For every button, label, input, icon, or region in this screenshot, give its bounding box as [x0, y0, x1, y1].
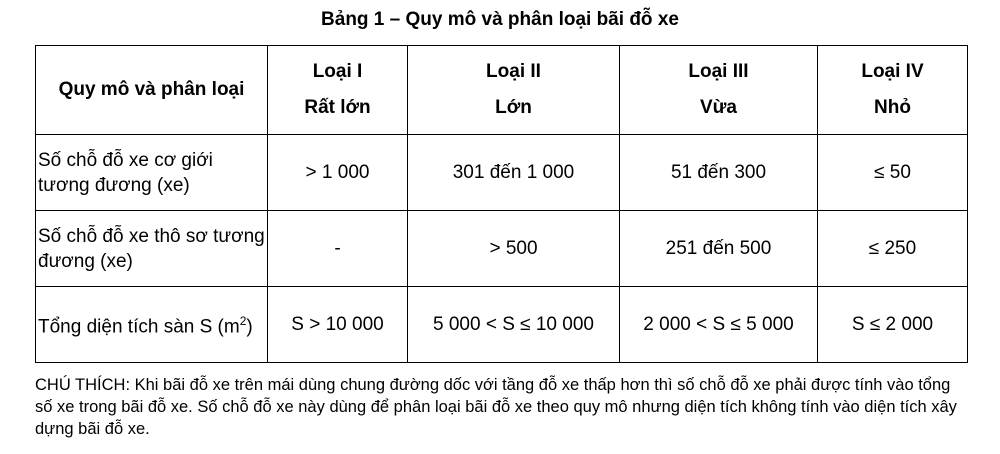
header-type-4: [818, 46, 968, 135]
table-cell: 251 đến 500: [620, 211, 818, 287]
header-type-1-size: Rất lớn: [304, 97, 371, 118]
header-type-2-size: Lớn: [495, 97, 532, 118]
table-cell: 301 đến 1 000: [408, 135, 620, 211]
table-row: [36, 211, 968, 287]
floor-area-label-close: ): [246, 316, 253, 338]
header-type-4-name: Loại IV: [861, 61, 924, 82]
header-type-3: [620, 46, 818, 135]
header-type-1-name: Loại I: [312, 61, 363, 82]
table-cell: ≤ 50: [818, 135, 968, 211]
table-row: [36, 135, 968, 211]
table-note: CHÚ THÍCH: Khi bãi đỗ xe trên mái dùng chung đường dốc với tầng đỗ xe thấp hơn thì số chỗ đỗ xe phải được tính vào tổng số xe trong bãi đỗ xe. Số chỗ đỗ xe này dùng để phân loại bãi đỗ xe theo quy mô nhưng diện tích không tính vào diện tích xây dựng bãi đỗ xe.: [35, 376, 957, 438]
table-cell: ≤ 250: [818, 211, 968, 287]
table-cell: -: [268, 211, 408, 287]
header-type-2: [408, 46, 620, 135]
header-type-4-size: Nhỏ: [874, 97, 911, 118]
header-type-3-name: Loại III: [688, 61, 749, 82]
table-row: [36, 287, 968, 363]
table-cell: 2 000 < S ≤ 5 000: [620, 287, 818, 363]
header-type-2-name: Loại II: [486, 61, 541, 82]
floor-area-label-superscript: 2: [239, 314, 247, 329]
row-label-floor-area: [36, 287, 268, 363]
table-cell: S ≤ 2 000: [818, 287, 968, 363]
parking-classification-table: [35, 45, 968, 363]
table-cell: S > 10 000: [268, 287, 408, 363]
header-type-3-size: Vừa: [700, 97, 737, 118]
table-cell: > 1 000: [268, 135, 408, 211]
table-title: Bảng 1 – Quy mô và phân loại bãi đỗ xe: [321, 9, 679, 30]
table-cell: 5 000 < S ≤ 10 000: [408, 287, 620, 363]
table-cell: 51 đến 300: [620, 135, 818, 211]
table-cell: > 500: [408, 211, 620, 287]
header-type-1: [268, 46, 408, 135]
floor-area-label-text: Tổng diện tích sàn S (m: [38, 316, 240, 338]
row-label-non-motorized: Số chỗ đỗ xe thô sơ tương đương (xe): [36, 211, 268, 287]
table-header-row: [36, 46, 968, 135]
header-corner-cell: Quy mô và phân loại: [36, 46, 268, 135]
row-label-motorized: Số chỗ đỗ xe cơ giới tương đương (xe): [36, 135, 268, 211]
